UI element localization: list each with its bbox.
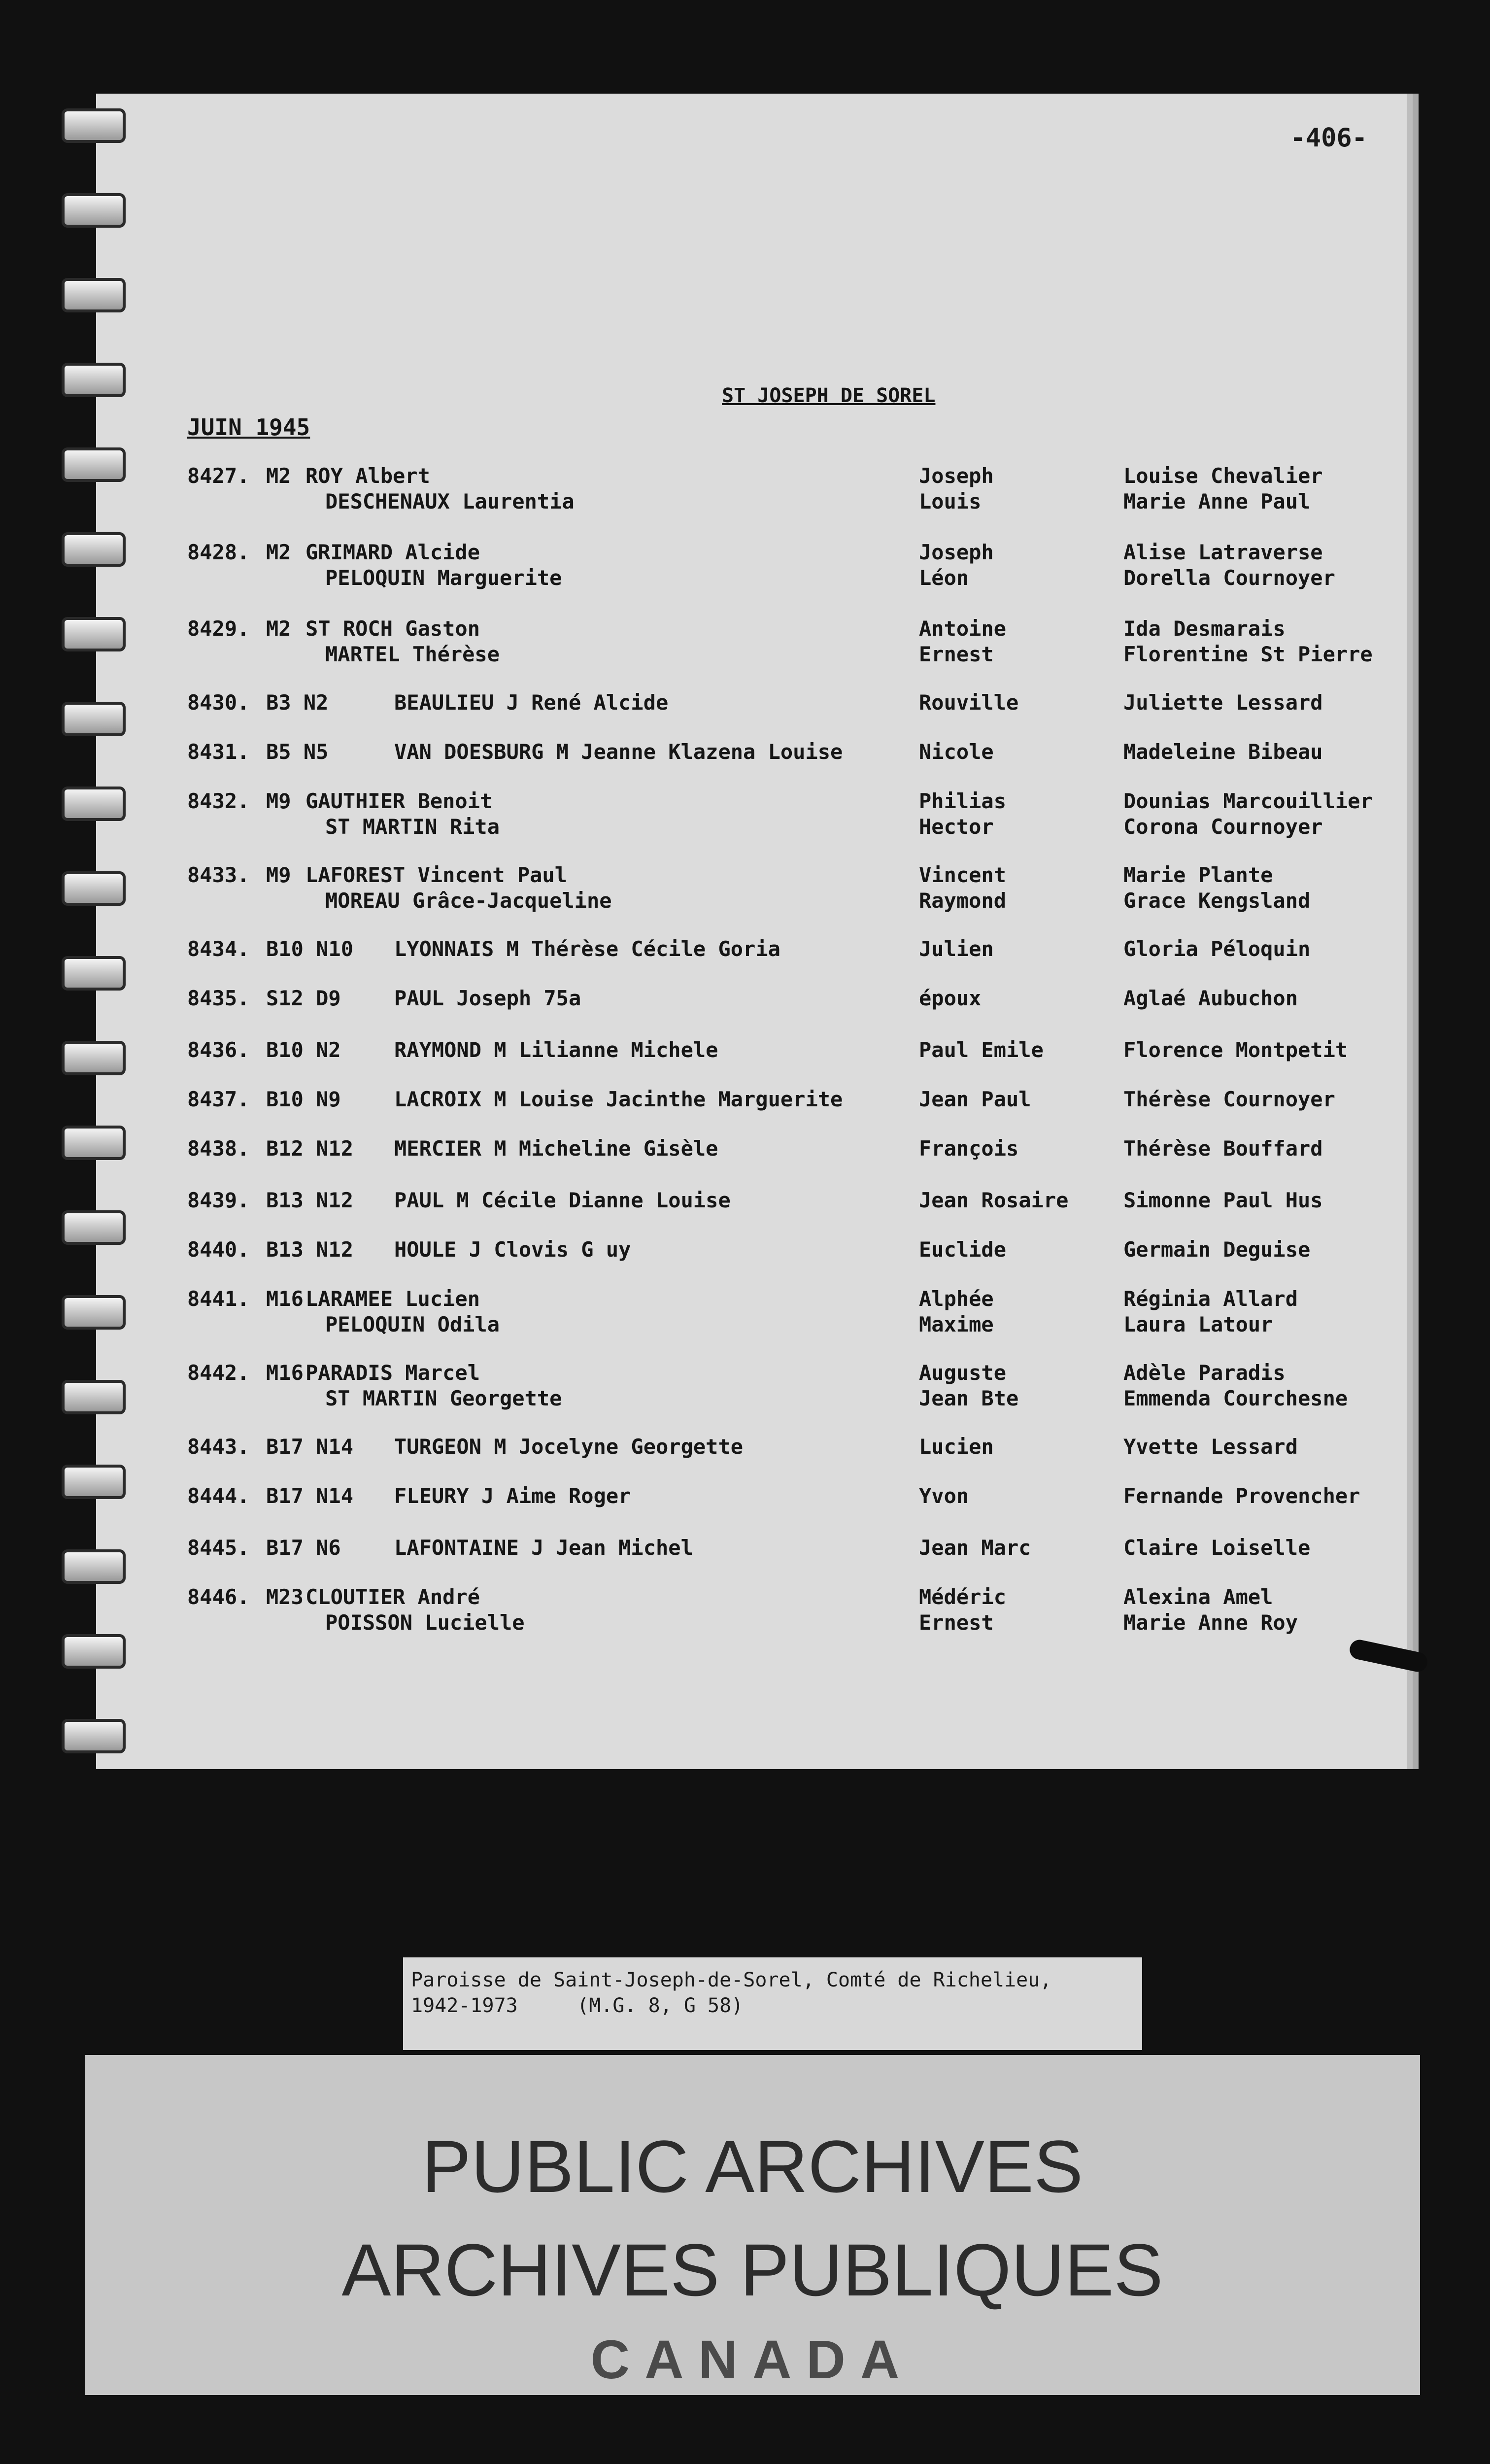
entry-number: 8441. [187,1287,250,1311]
binding-ring [62,447,126,482]
entry-names [394,1037,718,1063]
entry-fathers [919,616,1006,667]
entry-mothers [1123,1087,1335,1112]
mother-name: Marie Anne Paul [1123,489,1311,513]
archive-label-line-3: CANADA [590,2329,914,2390]
entry-fathers [919,1584,1006,1636]
person-name: DESCHENAUX Laurentia [325,489,575,513]
caption-line-1: Paroisse de Saint-Joseph-de-Sorel, Comté de Richelieu, [411,1969,1052,1991]
spiral-binding [62,108,135,1759]
father-name: Joseph [919,540,994,564]
mother-name: Juliette Lessard [1123,690,1323,715]
parish-heading: ST JOSEPH DE SOREL [722,384,936,407]
mother-name: Thérèse Bouffard [1123,1136,1323,1161]
mother-name: Simonne Paul Hus [1123,1188,1323,1212]
entry-number: 8432. [187,789,250,813]
father-name: Joseph [919,464,994,488]
person-name: LYONNAIS M Thérèse Cécile Goria [394,937,780,961]
binding-ring [62,532,126,567]
father-name: Raymond [919,889,1007,913]
father-name: Auguste [919,1361,1007,1385]
entry-mothers [1123,1360,1348,1411]
father-name: Jean Marc [919,1536,1031,1560]
father-name: Jean Bte [919,1386,1019,1410]
father-name: François [919,1136,1019,1161]
entry-mothers [1123,1136,1323,1162]
father-name: Hector [919,815,994,839]
entry-code: B13 N12 [266,1237,354,1262]
entry-number: 8435. [187,986,250,1010]
entry-number: 8436. [187,1038,250,1062]
mother-name: Alise Latraverse [1123,540,1323,564]
mother-name: Grace Kengsland [1123,889,1311,913]
register-entry [187,1136,1394,1190]
entry-mothers [1123,936,1310,962]
father-name: Jean Paul [919,1087,1031,1111]
entry-names [394,1136,718,1162]
father-name: Lucien [919,1435,994,1459]
father-name: Philias [919,789,1007,813]
mother-name: Germain Deguise [1123,1237,1311,1262]
entry-number: 8444. [187,1484,250,1508]
father-name: Vincent [919,863,1007,887]
binding-ring [62,1719,126,1753]
entry-code: B10 N2 [266,1038,341,1062]
person-name: PARADIS Marcel [305,1361,480,1385]
mother-name: Alexina Amel [1123,1585,1273,1609]
entry-code: B17 N14 [266,1435,354,1459]
register-entry [187,936,1394,991]
person-name: ST MARTIN Georgette [325,1386,562,1410]
month-heading: JUIN 1945 [187,414,310,441]
entry-mothers [1123,862,1310,914]
archive-label-line-2: ARCHIVES PUBLIQUES [341,2228,1163,2311]
register-entry [187,1188,1394,1242]
mother-name: Madeleine Bibeau [1123,740,1323,764]
person-name: LACROIX M Louise Jacinthe Marguerite [394,1087,843,1111]
entry-number: 8427. [187,464,250,488]
mother-name: Ida Desmarais [1123,616,1286,641]
father-name: Julien [919,937,994,961]
register-entry [187,1434,1394,1488]
entry-names [394,1087,843,1112]
father-name: Euclide [919,1237,1007,1262]
entry-fathers [919,1535,1031,1561]
mother-name: Fernande Provencher [1123,1484,1360,1508]
father-name: Antoine [919,616,1007,641]
register-entry [187,1360,1394,1414]
person-name: FLEURY J Aime Roger [394,1484,631,1508]
entry-code: M2 [266,464,291,488]
father-name: Alphée [919,1287,994,1311]
entry-names [394,1188,731,1213]
person-name: VAN DOESBURG M Jeanne Klazena Louise [394,740,843,764]
page-number: -406- [1290,123,1367,153]
person-name: MARTEL Thérèse [325,642,500,666]
binding-ring [62,278,126,312]
person-name: ST ROCH Gaston [305,616,480,641]
person-name: CLOUTIER André [305,1585,480,1609]
entry-fathers [919,739,994,765]
father-name: Paul Emile [919,1038,1044,1062]
binding-ring [62,956,126,991]
entry-fathers [919,1087,1031,1112]
register-entry [187,739,1394,793]
entry-names [394,986,581,1011]
entry-mothers [1123,463,1323,514]
entry-mothers [1123,986,1298,1011]
entry-names [305,616,500,667]
register-entry [187,690,1394,744]
archive-label-line-1: PUBLIC ARCHIVES [421,2125,1084,2208]
entry-mothers [1123,1237,1310,1263]
person-name: PAUL Joseph 75a [394,986,581,1010]
entry-code: B3 N2 [266,690,329,715]
entry-fathers [919,986,981,1011]
mother-name: Florence Montpetit [1123,1038,1348,1062]
entry-number: 8439. [187,1188,250,1212]
entry-names [305,1584,525,1636]
entry-mothers [1123,1434,1298,1460]
binding-ring [62,1634,126,1669]
entry-fathers [919,1483,969,1509]
mother-name: Dounias Marcouillier [1123,789,1373,813]
register-entry [187,1483,1394,1538]
entry-mothers [1123,1584,1298,1636]
entry-mothers [1123,1188,1323,1213]
entry-code: B5 N5 [266,740,329,764]
binding-ring [62,1041,126,1075]
entry-mothers [1123,739,1323,765]
entry-code: M16 [266,1361,304,1385]
register-entry [187,540,1394,594]
entry-names [305,1286,500,1337]
entry-names [305,540,562,591]
entry-number: 8440. [187,1237,250,1262]
father-name: Yvon [919,1484,969,1508]
entry-names [394,1535,693,1561]
binding-ring [62,1126,126,1160]
register-entry [187,986,1394,1040]
entry-code: B10 N10 [266,937,354,961]
entry-mothers [1123,616,1373,667]
father-name: Ernest [919,642,994,666]
binding-ring [62,1295,126,1330]
entry-number: 8430. [187,690,250,715]
entry-code: B13 N12 [266,1188,354,1212]
binding-ring [62,193,126,228]
entry-number: 8445. [187,1536,250,1560]
entry-fathers [919,1136,1018,1162]
mother-name: Emmenda Courchesne [1123,1386,1348,1410]
mother-name: Yvette Lessard [1123,1435,1298,1459]
entry-number: 8437. [187,1087,250,1111]
register-entry [187,616,1394,670]
binding-ring [62,617,126,651]
person-name: PAUL M Cécile Dianne Louise [394,1188,731,1212]
person-name: ROY Albert [305,464,430,488]
person-name: ST MARTIN Rita [325,815,500,839]
person-name: HOULE J Clovis G uy [394,1237,631,1262]
father-name: Jean Rosaire [919,1188,1069,1212]
father-name: Louis [919,489,982,513]
mother-name: Marie Anne Roy [1123,1610,1298,1635]
person-name: MOREAU Grâce-Jacqueline [325,889,612,913]
entry-number: 8428. [187,540,250,564]
person-name: RAYMOND M Lilianne Michele [394,1038,718,1062]
person-name: LAFOREST Vincent Paul [305,863,568,887]
father-name: Rouville [919,690,1019,715]
father-name: Médéric [919,1585,1007,1609]
father-name: Léon [919,566,969,590]
entry-code: M16 [266,1287,304,1311]
father-name: époux [919,986,982,1010]
entry-number: 8446. [187,1585,250,1609]
binding-ring [62,702,126,736]
entry-mothers [1123,1535,1310,1561]
person-name: PELOQUIN Odila [325,1312,500,1336]
register-entry [187,1584,1394,1639]
father-name: Maxime [919,1312,994,1336]
entry-number: 8438. [187,1136,250,1161]
person-name: BEAULIEU J René Alcide [394,690,669,715]
entry-fathers [919,862,1006,914]
binding-ring [62,363,126,397]
archive-caption [403,1957,1142,2050]
mother-name: Gloria Péloquin [1123,937,1311,961]
entry-fathers [919,1188,1068,1213]
entry-code: M9 [266,863,291,887]
binding-ring [62,1549,126,1584]
entry-names [305,788,500,840]
entry-number: 8434. [187,937,250,961]
register-page [96,94,1407,1769]
entry-mothers [1123,1037,1348,1063]
register-entry [187,1087,1394,1141]
entry-fathers [919,1286,994,1337]
father-name: Ernest [919,1610,994,1635]
entry-code: M2 [266,540,291,564]
entry-fathers [919,1237,1006,1263]
entry-mothers [1123,540,1335,591]
mother-name: Corona Cournoyer [1123,815,1323,839]
entry-fathers [919,936,994,962]
register-entry [187,1237,1394,1291]
entry-names [394,1237,631,1263]
entry-mothers [1123,1286,1298,1337]
entry-names [394,690,668,716]
entry-number: 8431. [187,740,250,764]
person-name: GRIMARD Alcide [305,540,480,564]
entry-code: S12 D9 [266,986,341,1010]
entry-fathers [919,1360,1018,1411]
entry-number: 8429. [187,616,250,641]
binding-ring [62,1380,126,1414]
mother-name: Marie Plante [1123,863,1273,887]
mother-name: Louise Chevalier [1123,464,1323,488]
entry-code: B17 N6 [266,1536,341,1560]
entry-code: B10 N9 [266,1087,341,1111]
entry-names [394,936,780,962]
register-entry [187,1286,1394,1340]
entry-fathers [919,463,994,514]
entry-mothers [1123,1483,1360,1509]
mother-name: Réginia Allard [1123,1287,1298,1311]
person-name: LARAMEE Lucien [305,1287,480,1311]
mother-name: Laura Latour [1123,1312,1273,1336]
entry-mothers [1123,788,1373,840]
register-entry [187,1037,1394,1092]
binding-ring [62,108,126,143]
binding-ring [62,1465,126,1499]
entry-code: M9 [266,789,291,813]
entry-fathers [919,788,1006,840]
mother-name: Dorella Cournoyer [1123,566,1335,590]
person-name: PELOQUIN Marguerite [325,566,562,590]
binding-ring [62,1210,126,1245]
entry-mothers [1123,690,1323,716]
entry-names [305,463,575,514]
mother-name: Thérèse Cournoyer [1123,1087,1335,1111]
entry-number: 8443. [187,1435,250,1459]
register-entry [187,1535,1394,1589]
entry-code: B12 N12 [266,1136,354,1161]
entry-fathers [919,1037,1044,1063]
entry-names [394,1434,743,1460]
archive-label [85,2055,1420,2395]
entry-fathers [919,690,1018,716]
mother-name: Florentine St Pierre [1123,642,1373,666]
person-name: GAUTHIER Benoit [305,789,493,813]
binding-ring [62,787,126,821]
caption-line-2: 1942-1973 (M.G. 8, G 58) [411,1994,744,2017]
entry-names [305,1360,562,1411]
entry-code: M23 [266,1585,304,1609]
entry-number: 8433. [187,863,250,887]
register-entry [187,463,1394,517]
entry-number: 8442. [187,1361,250,1385]
register-entry [187,862,1394,917]
person-name: POISSON Lucielle [325,1610,525,1635]
entry-code: M2 [266,616,291,641]
person-name: TURGEON M Jocelyne Georgette [394,1435,744,1459]
entry-fathers [919,1434,994,1460]
binding-ring [62,871,126,906]
person-name: LAFONTAINE J Jean Michel [394,1536,693,1560]
entry-names [394,1483,631,1509]
entry-code: B17 N14 [266,1484,354,1508]
mother-name: Aglaé Aubuchon [1123,986,1298,1010]
entry-names [394,739,843,765]
mother-name: Claire Loiselle [1123,1536,1311,1560]
mother-name: Adèle Paradis [1123,1361,1286,1385]
father-name: Nicole [919,740,994,764]
entry-fathers [919,540,994,591]
register-entry [187,788,1394,843]
person-name: MERCIER M Micheline Gisèle [394,1136,718,1161]
entry-names [305,862,612,914]
